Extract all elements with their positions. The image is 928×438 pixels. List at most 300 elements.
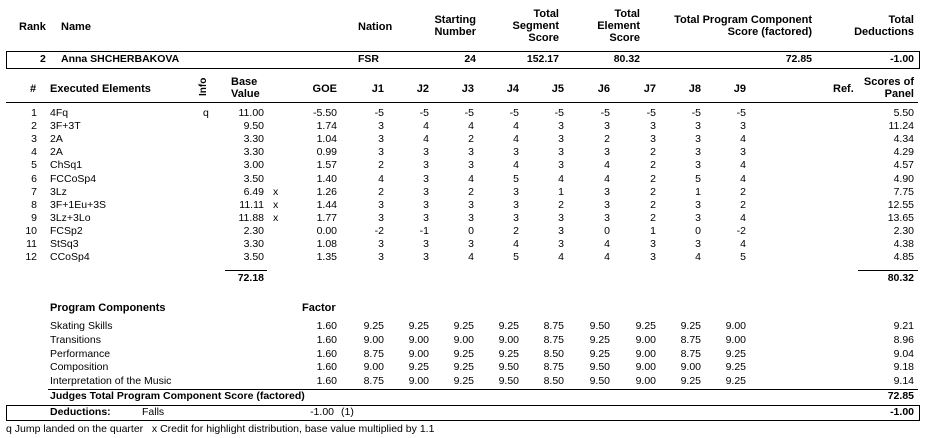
element-judge-2: 3	[423, 238, 429, 250]
element-judge-7: 3	[650, 120, 656, 133]
element-judge-6: 2	[604, 133, 610, 146]
element-judge-3: 4	[468, 120, 474, 133]
element-number: 5	[31, 159, 37, 172]
element-judge-9: 4	[740, 238, 746, 250]
elements-total-base: 72.18	[237, 272, 264, 284]
element-base: 3.00	[243, 159, 264, 172]
table-row	[0, 375, 928, 388]
element-judge-1: 4	[378, 172, 384, 185]
element-judge-6: 3	[604, 211, 610, 224]
element-judge-8: 4	[695, 251, 701, 264]
judge-header-5: J5	[551, 83, 564, 95]
component-judge-4: 9.25	[498, 320, 519, 332]
component-judge-4: 9.50	[498, 375, 519, 388]
element-judge-5: 3	[558, 159, 564, 172]
element-score: 12.55	[887, 198, 914, 211]
element-score: 13.65	[887, 211, 914, 224]
component-judge-7: 9.00	[635, 347, 656, 360]
skater-start: 24	[464, 53, 476, 65]
element-score: 5.50	[893, 107, 914, 119]
component-judge-5: 8.75	[543, 333, 564, 346]
element-judge-8: 3	[695, 159, 701, 172]
header-total-pcs: Total Program Component Score (factored)	[674, 14, 812, 38]
table-row	[0, 173, 928, 186]
component-score: 9.14	[893, 375, 914, 388]
element-number: 7	[31, 185, 37, 198]
element-judge-4: 3	[513, 185, 519, 198]
table-row	[0, 159, 928, 172]
element-number: 11	[26, 238, 37, 250]
element-judge-3: -5	[464, 107, 474, 119]
element-judge-8: 3	[695, 120, 701, 133]
pcs-total-label: Judges Total Program Component Score (factored)	[50, 390, 305, 402]
component-judge-1: 8.75	[363, 347, 384, 360]
element-judge-1: 3	[378, 211, 384, 224]
element-judge-3: 3	[468, 238, 474, 250]
element-name: 4Fq	[50, 107, 69, 119]
element-base: 11.11	[239, 198, 264, 211]
element-judge-7: 2	[650, 159, 656, 172]
element-goe: 1.74	[316, 120, 337, 133]
element-judge-6: 4	[604, 172, 610, 185]
skater-tss: 152.17	[526, 53, 559, 65]
element-judge-6: -5	[600, 107, 610, 119]
pc-header-factor: Factor	[302, 302, 336, 314]
table-row	[0, 334, 928, 347]
element-goe: 0.99	[316, 146, 337, 159]
skater-ded: -1.00	[890, 53, 914, 65]
footnote: q Jump landed on the quarter x Credit for highlight distribution, base value multiplied by 1.1	[6, 423, 435, 435]
skater-name: Anna SHCHERBAKOVA	[61, 53, 180, 65]
element-base: 3.30	[243, 146, 264, 159]
table-row	[0, 348, 928, 361]
element-judge-6: 4	[604, 159, 610, 172]
table-row	[0, 225, 928, 238]
component-judge-2: 9.00	[408, 347, 429, 360]
element-judge-2: 3	[423, 159, 429, 172]
element-judge-5: 4	[558, 251, 564, 264]
elements-header-info: Info	[198, 77, 209, 96]
element-judge-6: 3	[604, 120, 610, 133]
component-name: Transitions	[50, 333, 101, 346]
element-judge-2: 3	[423, 185, 429, 198]
element-judge-9: 3	[740, 120, 746, 133]
component-name: Skating Skills	[50, 320, 113, 332]
table-row	[0, 320, 928, 333]
component-judge-1: 9.00	[363, 361, 384, 374]
element-judge-7: 2	[650, 172, 656, 185]
component-judge-9: 9.25	[725, 361, 746, 374]
element-judge-4: 3	[513, 198, 519, 211]
element-judge-7: 2	[650, 185, 656, 198]
elements-total-row	[0, 272, 928, 285]
deductions-total: -1.00	[890, 406, 914, 418]
component-judge-3: 9.00	[453, 333, 474, 346]
element-number: 12	[25, 251, 37, 264]
component-score: 9.04	[893, 347, 914, 360]
component-judge-3: 9.25	[453, 320, 474, 332]
judge-header-1: J1	[371, 83, 384, 95]
component-score: 9.21	[893, 320, 914, 332]
element-judge-5: 3	[558, 133, 564, 146]
element-name: 2A	[50, 133, 63, 146]
element-judge-9: -5	[736, 107, 746, 119]
element-goe: 1.26	[316, 185, 337, 198]
component-judge-6: 9.25	[589, 333, 610, 346]
component-judge-5: 8.50	[543, 347, 564, 360]
element-judge-7: -5	[646, 107, 656, 119]
element-judge-2: 3	[423, 198, 429, 211]
element-judge-3: 3	[468, 146, 474, 159]
component-name: Interpretation of the Music	[50, 375, 172, 388]
component-judge-1: 9.00	[363, 333, 384, 346]
element-judge-5: 2	[558, 198, 564, 211]
judge-header-8: J8	[688, 83, 701, 95]
element-base: 2.30	[243, 224, 264, 237]
pc-header-title: Program Components	[50, 302, 166, 314]
element-judge-1: 2	[378, 185, 384, 198]
header-nation: Nation	[358, 21, 393, 33]
elements-header-num: #	[30, 83, 37, 95]
deductions-value: -1.00	[310, 406, 334, 418]
deductions-row	[0, 406, 928, 419]
skater-summary-row	[0, 53, 928, 66]
element-judge-4: 2	[513, 224, 519, 237]
component-judge-5: 8.50	[543, 375, 564, 388]
judge-header-6: J6	[597, 83, 610, 95]
element-judge-3: 2	[468, 185, 474, 198]
component-judge-4: 9.50	[498, 361, 519, 374]
component-judge-6: 9.50	[589, 361, 610, 374]
element-judge-3: 0	[468, 224, 474, 237]
table-row	[0, 238, 928, 251]
element-judge-2: 3	[423, 211, 429, 224]
table-row	[0, 146, 928, 159]
judge-header-9: J9	[733, 83, 746, 95]
element-judge-4: 4	[513, 133, 519, 146]
elements-header-divider	[6, 102, 918, 103]
element-judge-8: 3	[695, 211, 701, 224]
judge-header-3: J3	[461, 83, 474, 95]
element-name: 3F+3T	[50, 120, 81, 133]
element-judge-6: 3	[604, 198, 610, 211]
component-factor: 1.60	[316, 347, 337, 360]
judge-header-2: J2	[416, 83, 429, 95]
element-judge-1: 2	[378, 159, 384, 172]
element-judge-4: 4	[513, 159, 519, 172]
table-row	[0, 361, 928, 374]
element-judge-4: 5	[513, 172, 519, 185]
element-score: 11.24	[888, 120, 914, 133]
element-name: ChSq1	[50, 159, 83, 172]
component-judge-8: 8.75	[680, 347, 701, 360]
element-number: 8	[31, 198, 37, 211]
element-goe: 0.00	[316, 224, 337, 237]
element-goe: 1.77	[316, 211, 337, 224]
component-judge-7: 9.00	[635, 375, 656, 388]
component-judge-8: 8.75	[680, 333, 701, 346]
component-factor: 1.60	[316, 333, 337, 346]
elements-header-goe: GOE	[312, 83, 337, 95]
element-name: 3Lz	[50, 185, 67, 198]
element-judge-6: 4	[604, 238, 610, 250]
element-judge-6: 0	[604, 224, 610, 237]
header-name: Name	[61, 21, 91, 33]
element-judge-1: 3	[378, 198, 384, 211]
element-name: 3Lz+3Lo	[50, 211, 91, 224]
skater-pcs: 72.85	[785, 53, 812, 65]
element-judge-4: 3	[513, 211, 519, 224]
element-name: FCSp2	[50, 224, 83, 237]
element-judge-1: -2	[374, 224, 384, 237]
element-judge-8: 3	[695, 198, 701, 211]
component-judge-2: 9.25	[408, 320, 429, 332]
element-judge-7: 3	[650, 133, 656, 146]
element-base: 3.50	[243, 172, 264, 185]
element-base: 3.50	[243, 251, 264, 264]
element-judge-7: 3	[650, 238, 656, 250]
element-judge-5: 3	[558, 120, 564, 133]
element-judge-9: -2	[736, 224, 746, 237]
element-judge-6: 3	[604, 185, 610, 198]
element-goe: -5.50	[313, 107, 337, 119]
element-judge-9: 4	[740, 133, 746, 146]
element-goe: 1.57	[316, 159, 337, 172]
component-judge-9: 9.00	[725, 333, 746, 346]
pcs-total-score: 72.85	[887, 390, 914, 402]
component-factor: 1.60	[316, 320, 337, 332]
table-row	[0, 107, 928, 120]
element-judge-1: 3	[378, 120, 384, 133]
component-judge-8: 9.25	[680, 320, 701, 332]
header-total-element-score: Total Element Score	[597, 8, 640, 44]
skater-rank: 2	[40, 53, 46, 65]
element-judge-6: 4	[604, 251, 610, 264]
elements-header-scores: Scores of Panel	[863, 76, 914, 100]
component-judge-3: 9.25	[453, 361, 474, 374]
element-score: 7.75	[893, 185, 914, 198]
element-judge-8: 5	[695, 172, 701, 185]
elements-total-score: 80.32	[887, 272, 914, 284]
table-row	[0, 186, 928, 199]
element-judge-8: 1	[695, 185, 701, 198]
element-judge-7: 2	[650, 198, 656, 211]
component-judge-3: 9.25	[453, 347, 474, 360]
element-number: 6	[31, 172, 37, 185]
component-judge-3: 9.25	[453, 375, 474, 388]
component-judge-2: 9.00	[408, 333, 429, 346]
element-number: 10	[25, 224, 37, 237]
component-factor: 1.60	[316, 375, 337, 388]
element-judge-9: 4	[740, 172, 746, 185]
component-name: Performance	[50, 347, 111, 360]
element-judge-5: 3	[558, 211, 564, 224]
element-judge-5: -5	[554, 107, 564, 119]
element-judge-9: 2	[740, 198, 746, 211]
element-name: 2A	[50, 146, 63, 159]
component-judge-5: 8.75	[543, 320, 564, 332]
element-base: 11.00	[238, 107, 264, 119]
element-score: 4.38	[893, 238, 914, 250]
element-judge-2: 4	[423, 120, 429, 133]
component-judge-2: 9.00	[408, 375, 429, 388]
element-judge-5: 1	[558, 185, 564, 198]
element-judge-1: 3	[378, 251, 384, 264]
element-judge-3: 4	[468, 172, 474, 185]
deductions-label: Deductions:	[50, 406, 111, 418]
elements-header-executed: Executed Elements	[50, 83, 151, 95]
element-judge-4: 4	[513, 238, 519, 250]
component-judge-2: 9.25	[408, 361, 429, 374]
element-base: 11.88	[238, 211, 264, 224]
element-number: 4	[31, 146, 37, 159]
deductions-count: (1)	[341, 406, 354, 418]
component-judge-7: 9.00	[635, 333, 656, 346]
element-name: FCCoSp4	[50, 172, 97, 185]
element-judge-7: 1	[650, 224, 656, 237]
judge-header-7: J7	[643, 83, 656, 95]
component-judge-1: 9.25	[363, 320, 384, 332]
deductions-item: Falls	[142, 406, 165, 418]
element-judge-3: 3	[468, 211, 474, 224]
element-score: 4.57	[893, 159, 914, 172]
component-score: 9.18	[893, 361, 914, 374]
elements-total-score-box	[858, 270, 918, 285]
element-goe: 1.35	[316, 251, 337, 264]
element-base: 3.30	[243, 133, 264, 146]
element-judge-8: 3	[695, 146, 701, 159]
skater-tes: 80.32	[613, 53, 640, 65]
header-starting-number: Starting Number	[434, 14, 476, 38]
element-name: 3F+1Eu+3S	[50, 198, 107, 211]
element-judge-8: 0	[695, 224, 701, 237]
element-judge-7: 2	[650, 146, 656, 159]
element-credit: x	[273, 185, 279, 198]
element-base: 3.30	[243, 238, 264, 250]
component-judge-6: 9.50	[589, 320, 610, 332]
pcs-total-row	[0, 390, 928, 403]
table-row	[0, 120, 928, 133]
element-score: 4.90	[893, 172, 914, 185]
component-judge-9: 9.25	[725, 375, 746, 388]
table-row	[0, 251, 928, 264]
element-judge-2: -5	[419, 107, 429, 119]
component-judge-6: 9.50	[589, 375, 610, 388]
table-row	[0, 199, 928, 212]
element-base: 6.49	[243, 185, 264, 198]
element-judge-9: 2	[740, 185, 746, 198]
element-judge-9: 4	[740, 211, 746, 224]
element-judge-7: 2	[650, 211, 656, 224]
header-rank: Rank	[19, 21, 46, 33]
element-goe: 1.40	[316, 172, 337, 185]
element-judge-4: -5	[509, 107, 519, 119]
element-goe: 1.08	[316, 238, 337, 250]
element-judge-9: 5	[740, 251, 746, 264]
element-goe: 1.04	[316, 133, 337, 146]
elements-header-ref: Ref.	[833, 83, 854, 95]
component-judge-6: 9.25	[589, 347, 610, 360]
component-judge-4: 9.00	[498, 333, 519, 346]
element-judge-8: 3	[695, 133, 701, 146]
table-row	[0, 133, 928, 146]
element-number: 3	[31, 133, 37, 146]
element-judge-1: 3	[378, 238, 384, 250]
element-judge-1: 3	[378, 146, 384, 159]
component-judge-5: 8.75	[543, 361, 564, 374]
element-judge-5: 3	[558, 224, 564, 237]
element-judge-9: 4	[740, 159, 746, 172]
component-judge-7: 9.25	[635, 320, 656, 332]
element-judge-6: 3	[604, 146, 610, 159]
element-judge-4: 3	[513, 146, 519, 159]
element-name: CCoSp4	[50, 251, 90, 264]
component-factor: 1.60	[316, 361, 337, 374]
component-judge-9: 9.25	[725, 347, 746, 360]
element-goe: 1.44	[316, 198, 337, 211]
element-judge-8: 3	[695, 238, 701, 250]
element-judge-4: 5	[513, 251, 519, 264]
element-judge-8: -5	[691, 107, 701, 119]
element-judge-3: 3	[468, 159, 474, 172]
element-judge-7: 3	[650, 251, 656, 264]
element-judge-2: 3	[423, 251, 429, 264]
component-judge-9: 9.00	[725, 320, 746, 332]
elements-total-base-box	[225, 270, 267, 285]
component-judge-8: 9.00	[680, 361, 701, 374]
element-score: 4.85	[893, 251, 914, 264]
element-name: StSq3	[50, 238, 79, 250]
element-judge-3: 2	[468, 133, 474, 146]
element-credit: x	[273, 198, 279, 211]
element-judge-5: 4	[558, 172, 564, 185]
element-judge-5: 3	[558, 238, 564, 250]
element-number: 2	[31, 120, 37, 133]
element-judge-2: 4	[423, 133, 429, 146]
component-name: Composition	[50, 361, 109, 374]
component-judge-4: 9.25	[498, 347, 519, 360]
element-number: 9	[31, 211, 37, 224]
component-judge-1: 8.75	[363, 375, 384, 388]
judge-header-4: J4	[506, 83, 519, 95]
element-credit: x	[273, 211, 279, 224]
skater-nation: FSR	[358, 53, 379, 65]
component-score: 8.96	[893, 333, 914, 346]
element-number: 1	[31, 107, 37, 119]
element-judge-5: 3	[558, 146, 564, 159]
element-judge-2: 3	[423, 146, 429, 159]
element-judge-3: 3	[468, 198, 474, 211]
element-score: 4.29	[893, 146, 914, 159]
header-total-segment-score: Total Segment Score	[512, 8, 559, 44]
element-judge-1: 3	[378, 133, 384, 146]
table-row	[0, 212, 928, 225]
elements-header-base-value: Base Value	[231, 76, 260, 100]
element-score: 2.30	[893, 224, 914, 237]
element-judge-3: 4	[468, 251, 474, 264]
element-judge-1: -5	[374, 107, 384, 119]
component-judge-7: 9.00	[635, 361, 656, 374]
element-judge-2: -1	[419, 224, 429, 237]
element-judge-4: 4	[513, 120, 519, 133]
element-base: 9.50	[243, 120, 264, 133]
element-score: 4.34	[893, 133, 914, 146]
element-info: q	[203, 107, 209, 119]
component-judge-8: 9.25	[680, 375, 701, 388]
element-judge-9: 3	[740, 146, 746, 159]
element-judge-2: 3	[423, 172, 429, 185]
header-total-deductions: Total Deductions	[854, 14, 914, 38]
